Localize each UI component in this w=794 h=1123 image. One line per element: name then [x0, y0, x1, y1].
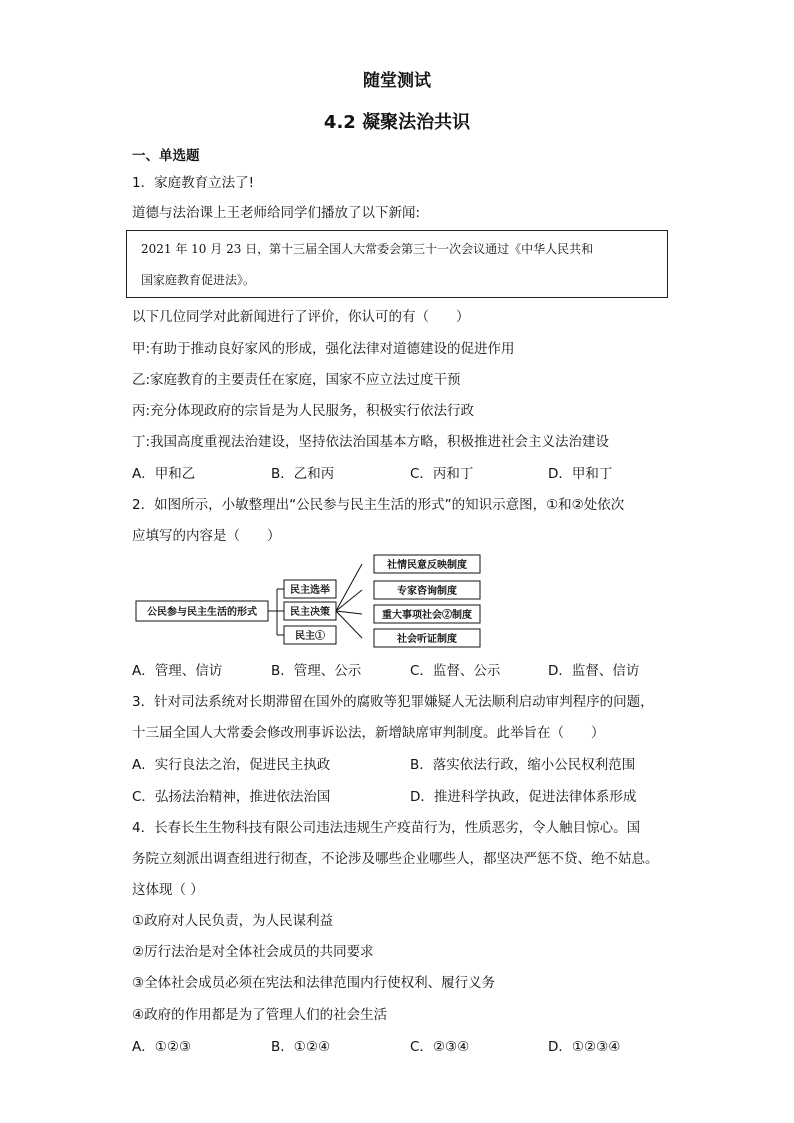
q1-option-d: D．甲和丁 — [548, 466, 613, 482]
q4-statement-2: ②厉行法治是对全体社会成员的共同要求 — [132, 944, 374, 960]
q2-option-c: C．监督、公示 — [410, 663, 501, 679]
q4-option-a: A．①②③ — [132, 1039, 192, 1055]
diagram-leaf-label-2: 专家咨询制度 — [397, 586, 457, 597]
diagram-leaf-label-1: 社情民意反映制度 — [387, 560, 467, 571]
q2-option-a: A．管理、信访 — [132, 663, 223, 679]
q3-option-d: D．推进科学执政，促进法律体系形成 — [410, 789, 637, 805]
q3-stem-line-2: 十三届全国人大常委会修改刑事诉讼法，新增缺席审判制度。此举旨在（ ） — [132, 725, 605, 741]
q3-option-a: A．实行良法之治，促进民主执政 — [132, 757, 331, 773]
section-heading: 一、单选题 — [132, 148, 200, 164]
q2-stem-line-1: 2．如图所示，小敏整理出“公民参与民主生活的形式”的知识示意图，①和②处依次 — [132, 497, 625, 513]
q1-statement-1: 甲:有助于推动良好家风的形成，强化法律对道德建设的促进作用 — [132, 341, 515, 357]
q3-option-b: B．落实依法行政，缩小公民权利范围 — [410, 757, 636, 773]
page-title: 随堂测试 — [363, 71, 431, 91]
q1-lead: 道德与法治课上王老师给同学们播放了以下新闻: — [132, 205, 421, 221]
page-subtitle: 4.2 凝聚法治共识 — [323, 112, 471, 133]
q4-statement-4: ④政府的作用都是为了管理人们的社会生活 — [132, 1007, 388, 1023]
diagram-branch-label-1: 民主选举 — [290, 585, 330, 596]
q1-option-a: A．甲和乙 — [132, 466, 196, 482]
q2-stem-line-2: 应填写的内容是（ ） — [132, 528, 281, 544]
q1-news-line-1: 2021 年 10 月 23 日，第十三届全国人大常委会第三十一次会议通过《中华人民共和 — [141, 242, 594, 256]
q1-stem: 1．家庭教育立法了! — [132, 175, 255, 191]
q4-statement-3: ③全体社会成员必须在宪法和法律范围内行使权利、履行义务 — [132, 975, 496, 991]
q1-option-b: B．乙和丙 — [271, 466, 335, 482]
q4-stem-line-1: 4．长春长生生物科技有限公司违法违规生产疫苗行为，性质恶劣，令人触目惊心。国 — [132, 820, 641, 836]
q3-option-c: C．弘扬法治精神，推进依法治国 — [132, 789, 331, 805]
q2-option-b: B．管理、公示 — [271, 663, 362, 679]
q1-statement-2: 乙:家庭教育的主要责任在家庭，国家不应立法过度干预 — [132, 372, 461, 388]
diagram-leaf-label-4: 社会听证制度 — [397, 634, 457, 645]
diagram-branch-label-2: 民主决策 — [290, 607, 330, 618]
q1-option-c: C．丙和丁 — [410, 466, 474, 482]
q3-stem-line-1: 3．针对司法系统对长期滞留在国外的腐败等犯罪嫌疑人无法顺利启动审判程序的问题， — [132, 694, 654, 710]
q1-statement-4: 丁:我国高度重视法治建设，坚持依法治国基本方略，积极推进社会主义法治建设 — [132, 434, 610, 450]
q4-stem-line-2: 务院立刻派出调查组进行彻查，不论涉及哪些企业哪些人，都坚决严惩不贷、绝不姑息。 — [132, 851, 659, 867]
diagram-leaf-label-3: 重大事项社会②制度 — [382, 610, 472, 621]
q1-news-line-2: 国家庭教育促进法》。 — [141, 273, 256, 287]
diagram-root-label: 公民参与民主生活的形式 — [147, 607, 257, 618]
q2-knowledge-diagram — [134, 552, 484, 652]
diagram-branch-label-3: 民主① — [295, 631, 325, 642]
q4-option-d: D．①②③④ — [548, 1039, 621, 1055]
q2-option-d: D．监督、信访 — [548, 663, 640, 679]
q4-option-b: B．①②④ — [271, 1039, 331, 1055]
q4-stem-line-3: 这体现（ ） — [132, 882, 204, 898]
q1-prompt: 以下几位同学对此新闻进行了评价，你认可的有（ ） — [132, 309, 470, 325]
q4-option-c: C．②③④ — [410, 1039, 470, 1055]
q1-news-box — [126, 230, 668, 298]
q1-statement-3: 丙:充分体现政府的宗旨是为人民服务，积极实行依法行政 — [132, 403, 475, 419]
q4-statement-1: ①政府对人民负责，为人民谋利益 — [132, 913, 334, 929]
